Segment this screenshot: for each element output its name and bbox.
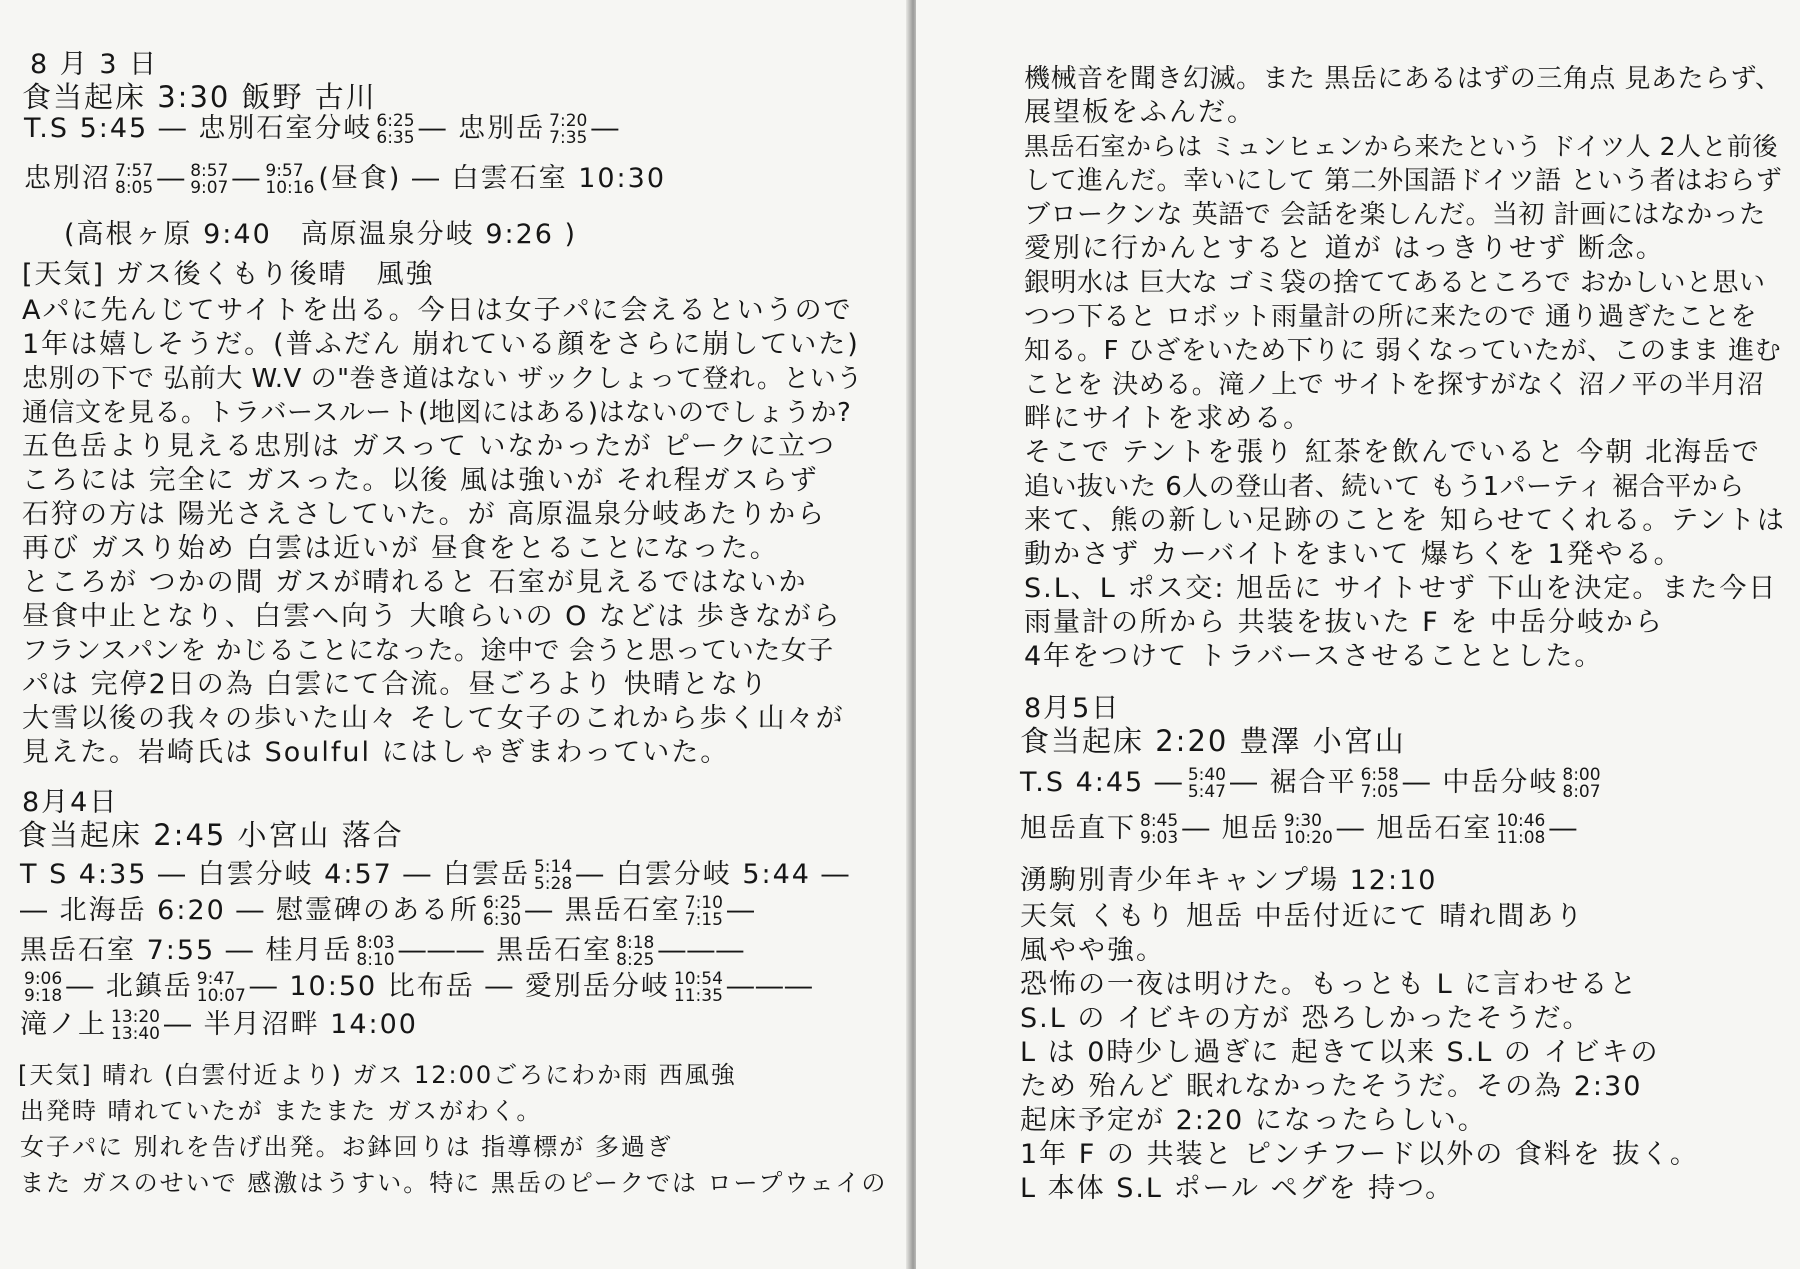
weather-aug4: [天気] 晴れ (白雲付近より) ガス 12:00ごろにわか雨 西風強 bbox=[18, 1061, 737, 1089]
body-continued-line: 知る。F ひざをいため下りに 弱くなっていたが、このまま 進む bbox=[1024, 336, 1782, 366]
body-aug3-line: パは 完停2日の為 白雲にて合流。昼ごろより 快晴となり bbox=[22, 669, 769, 700]
route-aug3-3: (高根ヶ原 9:40 高原温泉分岐 9:26 ) bbox=[64, 219, 578, 250]
body-aug5-line: ため 殆んど 眠れなかったそうだ。その為 2:30 bbox=[1020, 1071, 1643, 1102]
body-aug3-line: フランスパンを かじることになった。途中で 会うと思っていた女子 bbox=[22, 636, 834, 666]
body-continued-line: ブロークンな 英語で 会話を楽しんだ。当初 計画にはなかった bbox=[1024, 200, 1766, 230]
body-aug3-line: ところが つかの間 ガスが晴れると 石室が見えるではないか bbox=[22, 567, 808, 598]
route-aug3-1: T.S 5:45 ― 忠別石室分岐 6:25 6:35 ― 忠別岳 7:20 7:35 ― bbox=[24, 110, 621, 148]
route-aug5-1: T.S 4:45 ― 5:40 5:47 ― 裾合平 6:58 7:05 ― 中岳分岐 8:00 8:07 bbox=[1020, 764, 1601, 802]
body-aug5-line: 風やや強。 bbox=[1020, 935, 1165, 966]
route-aug4-4: 9:06 9:18 ― 北鎮岳 9:47 10:07 ― 10:50 比布岳 ― 愛別岳分岐 10:54 11:35 ――― bbox=[24, 968, 814, 1006]
body-aug5-line: L 本体 S.L ポール ペグを 持つ。 bbox=[1020, 1173, 1455, 1204]
right-page bbox=[916, 0, 1800, 1269]
body-aug4-line: また ガスのせいで 感激はうすい。特に 黒岳のピークでは ロープウェイの bbox=[20, 1169, 888, 1197]
body-aug5-line: S.L の イビキの方が 恐ろしかったそうだ。 bbox=[1020, 1003, 1592, 1034]
body-aug5-line: 起床予定が 2:20 になったらしい。 bbox=[1020, 1105, 1487, 1136]
body-aug3-line: 五色岳より見える忠別は ガスって いなかったが ピークに立つ bbox=[22, 431, 836, 462]
body-continued-line: 来て、熊の新しい足跡のことを 知らせてくれる。テントは bbox=[1024, 505, 1786, 536]
route-aug4-5: 滝ノ上 13:20 13:40 ― 半月沼畔 14:00 bbox=[20, 1006, 418, 1044]
body-aug5-line: 恐怖の一夜は明けた。もっとも L に言わせると bbox=[1020, 969, 1639, 1000]
route-aug4-3: 黒岳石室 7:55 ― 桂月岳 8:03 8:10 ――― 黒岳石室 8:18 8:25 ――― bbox=[20, 932, 746, 970]
body-aug4-line: 女子パに 別れを告げ出発。お鉢回りは 指導標が 多過ぎ bbox=[20, 1133, 673, 1161]
body-aug3-line: 忠別の下で 弘前大 W.V の"巻き道はない ザックしょって登れ。という bbox=[22, 364, 863, 394]
route-aug3-2: 忠別沼 7:57 8:05 ― 8:57 9:07 ― 9:57 10:16 (昼食) ― 白雲石室 10:30 bbox=[24, 160, 666, 198]
route-aug4-2: ― 北海岳 6:20 ― 慰霊碑のある所 6:25 6:30 ― 黒岳石室 7:10 7:15 ― bbox=[20, 892, 756, 930]
duty-aug5: 食当起床 2:20 豊澤 小宮山 bbox=[1020, 724, 1406, 758]
body-continued-line: 銀明水は 巨大な ゴミ袋の捨ててあるところで おかしいと思い bbox=[1024, 268, 1766, 298]
body-aug3-line: 通信文を見る。トラバースルート(地図にはある)はないのでしょうか? bbox=[22, 398, 852, 428]
body-aug3-line: 再び ガスり始め 白雲は近いが 昼食をとることになった。 bbox=[22, 533, 779, 564]
weather-aug5: 天気 くもり 旭岳 中岳付近にて 晴れ間あり bbox=[1020, 901, 1585, 932]
body-continued-line: 追い抜いた 6人の登山者、続いて もう1パーティ 裾合平から bbox=[1024, 472, 1745, 502]
body-aug3-line: 昼食中止となり、白雲へ向う 大喰らいの O などは 歩きながら bbox=[22, 601, 842, 632]
body-aug5-line: L は 0時少し過ぎに 起きて以来 S.L の イビキの bbox=[1020, 1037, 1660, 1068]
body-continued-line: 畔にサイトを求める。 bbox=[1024, 403, 1313, 434]
body-continued-line: 愛別に行かんとすると 道が はっきりせず 断念。 bbox=[1024, 233, 1665, 264]
route-aug5-3: 湧駒別青少年キャンプ場 12:10 bbox=[1020, 865, 1438, 896]
route-aug4-1: T S 4:35 ― 白雲分岐 4:57 ― 白雲岳 5:14 5:28 ― 白雲分岐 5:44 ― bbox=[20, 856, 851, 894]
date-aug3: 8 月 3 日 bbox=[30, 49, 159, 80]
body-continued-line: して進んだ。幸いにして 第二外国語ドイツ語 という者はおらず bbox=[1024, 166, 1783, 196]
body-continued-line: そこで テントを張り 紅茶を飲んでいると 今朝 北海岳で bbox=[1024, 437, 1761, 468]
body-aug3-line: 見えた。岩崎氏は Soulful にはしゃぎまわっていた。 bbox=[22, 737, 730, 768]
body-continued-line: 雨量計の所から 共装を抜いた F を 中岳分岐から bbox=[1024, 607, 1664, 638]
duty-aug4: 食当起床 2:45 小宮山 落合 bbox=[18, 818, 404, 852]
date-aug5: 8月5日 bbox=[1024, 693, 1121, 724]
body-continued-line: 動かさず カーバイトをまいて 爆ちくを 1発やる。 bbox=[1024, 539, 1683, 570]
body-aug5-line: 1年 F の 共装と ピンチフード以外の 食料を 抜く。 bbox=[1020, 1139, 1699, 1170]
body-continued-line: S.L、L ポス交: 旭岳に サイトせず 下山を決定。また今日 bbox=[1024, 573, 1778, 604]
body-aug3-line: ころには 完全に ガスった。以後 風は強いが それ程ガスらず bbox=[22, 465, 819, 496]
route-aug5-2: 旭岳直下 8:45 9:03 ― 旭岳 9:30 10:20 ― 旭岳石室 10:46 11:08 ― bbox=[1020, 810, 1579, 848]
body-aug3-line: Aパに先んじてサイトを出る。今日は女子パに会えるというので bbox=[22, 295, 853, 326]
body-continued-line: 展望板をふんだ。 bbox=[1024, 97, 1256, 128]
body-aug3-line: 大雪以後の我々の歩いた山々 そして女子のこれから歩く山々が bbox=[22, 703, 845, 734]
duty-aug3: 食当起床 3:30 飯野 古川 bbox=[22, 80, 377, 114]
weather-aug3: [天気] ガス後くもり後晴 風強 bbox=[22, 259, 435, 290]
body-aug3-line: 石狩の方は 陽光さえさしていた。が 高原温泉分岐あたりから bbox=[22, 499, 827, 530]
body-continued-line: 機械音を聞き幻滅。また 黒岳にあるはずの三角点 見あたらず、 bbox=[1024, 64, 1782, 94]
body-continued-line: 黒岳石室からは ミュンヒェンから来たという ドイツ人 2人と前後 bbox=[1024, 132, 1778, 161]
body-aug3-line: 1年は嬉しそうだ。(普ふだん 崩れている顔をさらに崩していた) bbox=[22, 329, 860, 360]
body-continued-line: ことを 決める。滝ノ上で サイトを探すがなく 沼ノ平の半月沼 bbox=[1024, 370, 1764, 400]
body-continued-line: 4年をつけて トラバースさせることとした。 bbox=[1024, 641, 1604, 672]
body-continued-line: つつ下ると ロボット雨量計の所に来たので 通り過ぎたことを bbox=[1024, 302, 1758, 332]
body-aug4-line: 出発時 晴れていたが またまた ガスがわく。 bbox=[20, 1097, 543, 1125]
date-aug4: 8月4日 bbox=[22, 787, 119, 818]
